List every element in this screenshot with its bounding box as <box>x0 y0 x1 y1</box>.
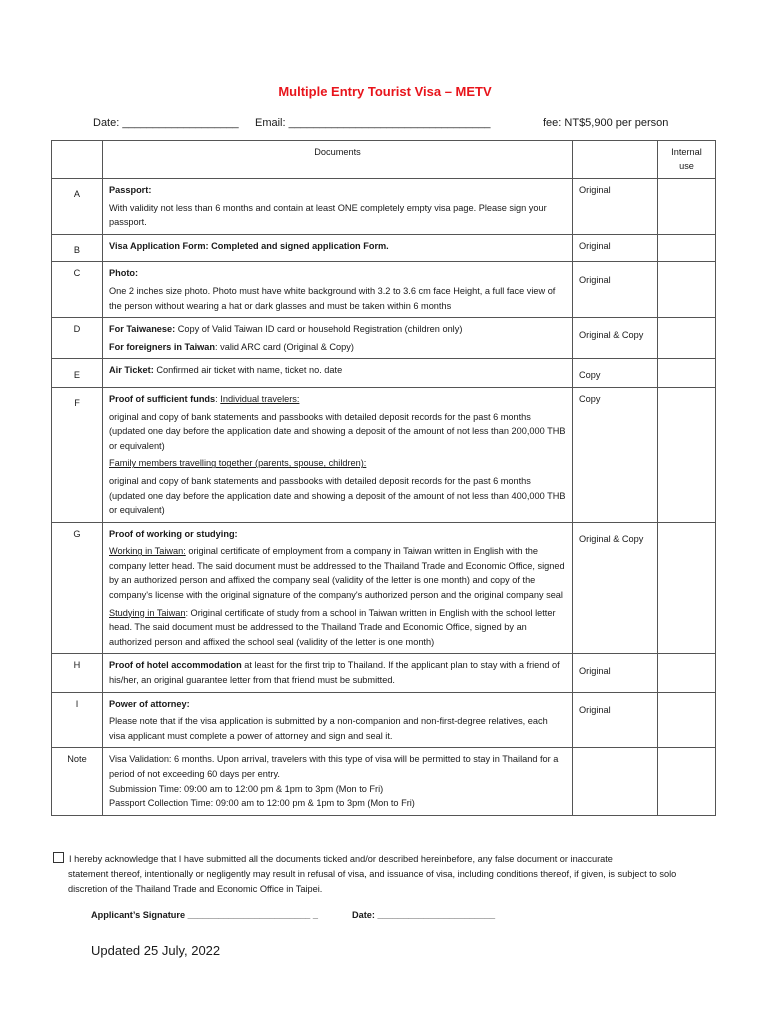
internal-use-cell[interactable] <box>658 654 716 692</box>
row-description <box>103 179 573 235</box>
applicant-signature-field[interactable]: Applicant’s Signature ________________________ _ <box>91 910 318 920</box>
row-description <box>103 748 573 815</box>
row-status: Original <box>573 234 658 262</box>
row-subheading: Studying in Taiwan <box>109 607 186 618</box>
row-text: Copy of Valid Taiwan ID card or household Registration (children only) <box>175 324 463 335</box>
documents-table <box>51 140 716 816</box>
page-title: Multiple Entry Tourist Visa – METV <box>278 84 492 99</box>
row-text: original and copy of bank statements and passbooks with detailed deposit records for the past 6 months (updated one day before the application date and showing a deposit of the amount of not less than 200,000 THB or equivalent) <box>109 411 566 451</box>
row-heading: Proof of sufficient funds <box>109 393 216 404</box>
row-status: Original & Copy <box>573 318 658 359</box>
table-row-i <box>52 692 716 748</box>
row-heading: Proof of working or studying: <box>109 528 238 539</box>
acknowledgement-text: I hereby acknowledge that I have submitted all the documents ticked and/or described hereinbefore, any false document or inaccurate <box>69 854 613 864</box>
row-heading: Photo: <box>109 268 139 279</box>
table-row-f <box>52 387 716 522</box>
row-status: Original <box>573 692 658 748</box>
row-letter: I <box>52 692 103 748</box>
studying-paragraph <box>109 606 566 650</box>
date-field[interactable]: Date: ___________________ <box>93 117 239 129</box>
internal-use-cell[interactable] <box>658 387 716 522</box>
row-letter: A <box>52 179 103 235</box>
row-heading: Passport: <box>109 185 152 195</box>
acknowledgement-continued: statement thereof, intentionally or negligently may result in refusal of visa, and issuance of visa, including conditions thereof, if given, is subject to solo discretion of the Thailand Trade and Economic Office in Taipei. <box>68 869 677 894</box>
row-letter: B <box>52 234 103 262</box>
row-text: : valid ARC card (Original & Copy) <box>215 341 354 352</box>
table-row-g <box>52 522 716 654</box>
row-description <box>103 654 573 692</box>
row-subheading: Working in Taiwan: <box>109 546 186 557</box>
heading-separator: : <box>215 393 221 404</box>
taiwanese-line <box>109 322 566 337</box>
row-label: Air Ticket: <box>109 365 154 376</box>
internal-use-cell[interactable] <box>658 359 716 388</box>
internal-use-cell[interactable] <box>658 318 716 359</box>
row-subheading: Family members travelling together (parents, spouse, children): <box>109 458 367 469</box>
internal-use-cell[interactable] <box>658 748 716 815</box>
table-row-e <box>52 359 716 388</box>
documents-header: Documents <box>103 141 573 179</box>
row-label: For Taiwanese: <box>109 324 176 335</box>
row-heading: Proof of hotel accommodation <box>109 660 242 671</box>
row-status: Original <box>573 262 658 318</box>
foreigners-line <box>109 340 566 355</box>
internal-use-header: Internal use <box>658 141 716 179</box>
header-blank-cell <box>52 141 103 179</box>
header-status-cell <box>573 141 658 179</box>
row-status: Original <box>573 654 658 692</box>
row-label: For foreigners in Taiwan <box>109 341 216 352</box>
row-status: Copy <box>573 387 658 522</box>
working-paragraph <box>109 544 566 602</box>
row-description <box>103 234 573 262</box>
row-heading: Power of attorney: <box>109 698 190 709</box>
row-text: at least for the first trip to Thailand. If the applicant plan to stay with a friend of his/her, an original guarantee letter from that friend must be submitted. <box>109 660 560 686</box>
row-status: Original & Copy <box>573 522 658 654</box>
row-description <box>103 359 573 388</box>
signature-date-field[interactable]: Date: _______________________ <box>352 910 496 920</box>
note-submission-time: Submission Time: 09:00 am to 12:00 pm & 1pm to 3pm (Mon to Fri) <box>109 783 384 794</box>
table-row-b <box>52 234 716 262</box>
internal-use-cell[interactable] <box>658 234 716 262</box>
row-letter: D <box>52 318 103 359</box>
table-row-d <box>52 318 716 359</box>
table-row-a <box>52 179 716 235</box>
row-status <box>573 748 658 815</box>
acknowledgement <box>53 852 713 897</box>
funds-heading-line <box>109 392 566 407</box>
row-status: Copy <box>573 359 658 388</box>
row-letter: E <box>52 359 103 388</box>
row-text: One 2 inches size photo. Photo must have white background with 3.2 to 3.6 cm face Height, a full face view of the person without wearing a hat or dark glasses and must be taken within 6 months <box>109 285 556 311</box>
row-text: original and copy of bank statements and passbooks with detailed deposit records for the past 6 months (updated one day before the application date and showing a deposit of the amount of not less than 400,000 THB or equivalent) <box>109 475 566 516</box>
internal-use-cell[interactable] <box>658 262 716 318</box>
internal-use-cell[interactable] <box>658 692 716 748</box>
note-collection-time: Passport Collection Time: 09:00 am to 12:00 pm & 1pm to 3pm (Mon to Fri) <box>109 798 415 809</box>
internal-use-cell[interactable] <box>658 522 716 654</box>
row-text: Please note that if the visa application is submitted by a non-companion and non-first-degree relatives, each visa applicant must complete a power of attorney and sign and seal it. <box>109 716 548 741</box>
row-letter: Note <box>52 748 103 815</box>
row-heading: Visa Application Form: Completed and signed application Form. <box>109 240 389 251</box>
row-text: : Original certificate of study from a school in Taiwan written in English with the school letter head. The said document must be addressed to the Thailand Trade and Economic Office, signed by an authorized person and affixed the school seal (validity of the letter is one month) <box>109 607 556 647</box>
row-text: original certificate of employment from a company in Taiwan written in English with the company letter head. The said document must be addressed to the Thailand Trade and Economic Office, signed by an authorized person and affixed the company seal (validity of the letter is one month) and copy of the company's license with the original signature of the company's authorized person and the original company seal <box>109 546 565 601</box>
row-description <box>103 387 573 522</box>
acknowledgement-first-line <box>53 852 713 867</box>
table-row-h <box>52 654 716 692</box>
row-text: With validity not less than 6 months and contain at least ONE completely empty visa page. Please sign your passport. <box>109 202 547 228</box>
row-status: Original <box>573 179 658 235</box>
row-description <box>103 262 573 318</box>
row-description <box>103 522 573 654</box>
note-validation: Visa Validation: 6 months. Upon arrival, travelers with this type of visa will be permitted to stay in Thailand for a period of not exceeding 60 days per entry. <box>109 754 559 779</box>
updated-date: Updated 25 July, 2022 <box>91 943 221 958</box>
row-text: Confirmed air ticket with name, ticket no. date <box>153 365 343 376</box>
table-row-note <box>52 748 716 815</box>
internal-use-cell[interactable] <box>658 179 716 235</box>
row-letter: G <box>52 522 103 654</box>
table-row-c <box>52 262 716 318</box>
fee-label: fee: NT$5,900 per person <box>543 117 669 129</box>
table-header-row <box>52 141 716 179</box>
row-letter: C <box>52 262 103 318</box>
row-description <box>103 692 573 748</box>
row-letter: F <box>52 387 103 522</box>
row-subheading: Individual travelers: <box>220 393 300 404</box>
row-letter: H <box>52 654 103 692</box>
checkbox[interactable] <box>53 852 64 863</box>
email-field[interactable]: Email: _________________________________ <box>255 117 491 129</box>
row-description <box>103 318 573 359</box>
